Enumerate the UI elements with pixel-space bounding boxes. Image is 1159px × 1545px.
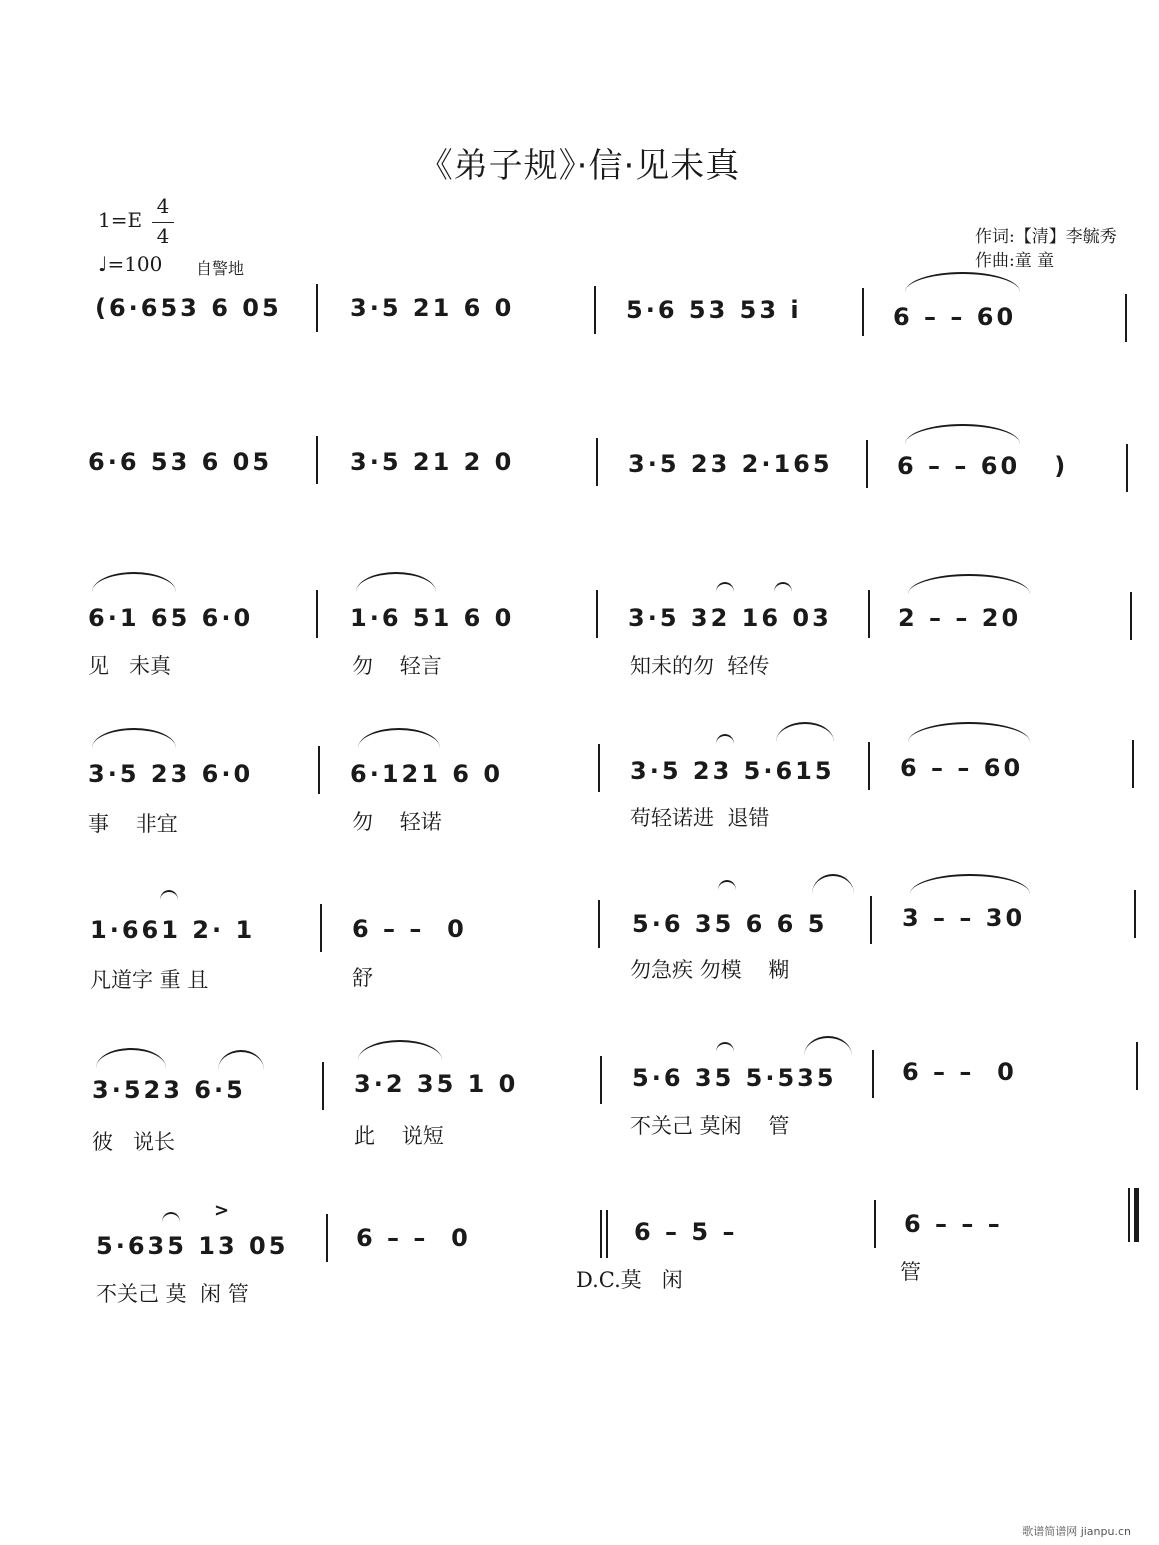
measure: 3·523 6·5 xyxy=(92,1076,246,1104)
slur xyxy=(96,1048,166,1068)
barline xyxy=(1134,890,1136,938)
lyric-line: 不关己 莫闲 管 xyxy=(630,1114,790,1138)
measure: 1·661 2· 1 xyxy=(90,916,256,944)
barline xyxy=(1125,294,1127,342)
slur xyxy=(905,272,1020,292)
composer-credit: 作曲:童 童 xyxy=(975,251,1055,271)
slur xyxy=(776,722,834,742)
measure: 5·6 53 53 i xyxy=(626,296,802,324)
barline xyxy=(600,1210,602,1258)
slur xyxy=(908,574,1030,594)
barline xyxy=(316,436,318,484)
measure: (6·653 6 05 xyxy=(95,294,282,322)
slur xyxy=(716,1042,734,1052)
measure: 6 – – 0 xyxy=(352,915,467,943)
expression-marking: 自警地 xyxy=(196,259,245,278)
lyric-line: 勿 轻诺 xyxy=(352,810,442,834)
slur xyxy=(774,582,792,592)
barline xyxy=(318,746,320,794)
page-title: 《弟子规》·信·见未真 xyxy=(418,146,741,186)
lyric-line: 舒 xyxy=(352,966,373,990)
quarter-note-icon: ♩ xyxy=(98,252,108,276)
barline xyxy=(594,286,596,334)
lyric-line: 不关己 莫 闲 管 xyxy=(96,1282,249,1306)
final-barline-thin xyxy=(1128,1188,1130,1242)
tempo-marking: ♩=100 xyxy=(98,252,163,276)
measure: 3·5 23 6·0 xyxy=(88,760,254,788)
slur xyxy=(908,722,1030,742)
slur xyxy=(905,424,1020,444)
lyric-line: 勿 轻言 xyxy=(352,654,442,678)
lyricist-credit: 作词:【清】李毓秀 xyxy=(975,227,1117,247)
barline xyxy=(868,742,870,790)
barline xyxy=(870,896,872,944)
barline xyxy=(320,904,322,952)
measure: 6 – – 0 xyxy=(356,1224,471,1252)
measure: 6 – – 60 ) xyxy=(897,452,1069,480)
measure: 3·5 23 5·615 xyxy=(630,757,835,785)
measure: 6·121 6 0 xyxy=(350,760,504,788)
measure: 3 – – 30 xyxy=(902,904,1026,932)
measure: 6 – 5 – xyxy=(634,1218,738,1246)
lyric-line: D.C.莫 闲 xyxy=(576,1268,683,1292)
slur xyxy=(812,874,854,894)
slur xyxy=(356,572,436,592)
measure: 6 – – 60 xyxy=(900,754,1024,782)
barline xyxy=(596,438,598,486)
slur xyxy=(804,1036,852,1056)
measure: 5·635 13 05 xyxy=(96,1232,289,1260)
barline xyxy=(1136,1042,1138,1090)
lyric-line: 彼 说长 xyxy=(92,1130,176,1154)
time-signature-bottom: 4 xyxy=(156,224,170,248)
barline xyxy=(322,1062,324,1110)
barline xyxy=(598,744,600,792)
barline xyxy=(606,1210,608,1258)
time-signature-top: 4 xyxy=(156,194,170,218)
barline xyxy=(316,590,318,638)
lyric-line: 勿急疾 勿模 糊 xyxy=(630,958,790,982)
barline xyxy=(1126,444,1128,492)
measure: 1·6 51 6 0 xyxy=(350,604,515,632)
key-signature: 1=E xyxy=(98,208,143,232)
lyric-line: 管 xyxy=(900,1260,921,1284)
measure: 2 – – 20 xyxy=(898,604,1022,632)
measure: 6 – – 60 xyxy=(893,303,1017,331)
measure: 5·6 35 6 6 5 xyxy=(632,910,828,938)
measure: 3·5 32 16 03 xyxy=(628,604,832,632)
barline xyxy=(866,440,868,488)
slur xyxy=(910,874,1030,894)
watermark: 歌谱简谱网 jianpu.cn xyxy=(1022,1525,1131,1538)
barline xyxy=(596,590,598,638)
lyric-line: 苟轻诺进 退错 xyxy=(630,806,770,830)
barline xyxy=(316,284,318,332)
barline xyxy=(862,288,864,336)
measure: 3·5 23 2·165 xyxy=(628,450,833,478)
slur xyxy=(358,728,440,748)
lyric-line: 见 未真 xyxy=(88,654,172,678)
measure: 5·6 35 5·535 xyxy=(632,1064,837,1092)
measure: 3·2 35 1 0 xyxy=(354,1070,519,1098)
barline xyxy=(326,1214,328,1262)
barline xyxy=(598,900,600,948)
barline xyxy=(1132,740,1134,788)
barline xyxy=(874,1200,876,1248)
lyric-line: 凡道字 重 且 xyxy=(90,968,209,992)
barline xyxy=(872,1050,874,1098)
measure: 6·6 53 6 05 xyxy=(88,448,273,476)
lyric-line: 事 非宜 xyxy=(88,812,178,836)
accent-icon: > xyxy=(214,1200,230,1221)
slur xyxy=(162,1212,180,1222)
barline xyxy=(1130,592,1132,640)
slur xyxy=(716,734,734,744)
lyric-line: 知未的勿 轻传 xyxy=(630,654,770,678)
measure: 3·5 21 2 0 xyxy=(350,448,515,476)
measure: 6·1 65 6·0 xyxy=(88,604,254,632)
slur xyxy=(218,1050,264,1070)
measure: 6 – – 0 xyxy=(902,1058,1017,1086)
measure: 3·5 21 6 0 xyxy=(350,294,515,322)
slur xyxy=(92,728,176,748)
slur xyxy=(718,880,736,890)
measure: 6 – – – xyxy=(904,1210,1003,1238)
barline xyxy=(868,590,870,638)
barline xyxy=(600,1056,602,1104)
time-signature-divider xyxy=(152,222,174,223)
slur xyxy=(92,572,176,592)
slur xyxy=(358,1040,442,1060)
final-barline-thick xyxy=(1134,1188,1139,1242)
slur xyxy=(716,582,734,592)
slur xyxy=(160,890,178,900)
lyric-line: 此 说短 xyxy=(354,1124,444,1148)
